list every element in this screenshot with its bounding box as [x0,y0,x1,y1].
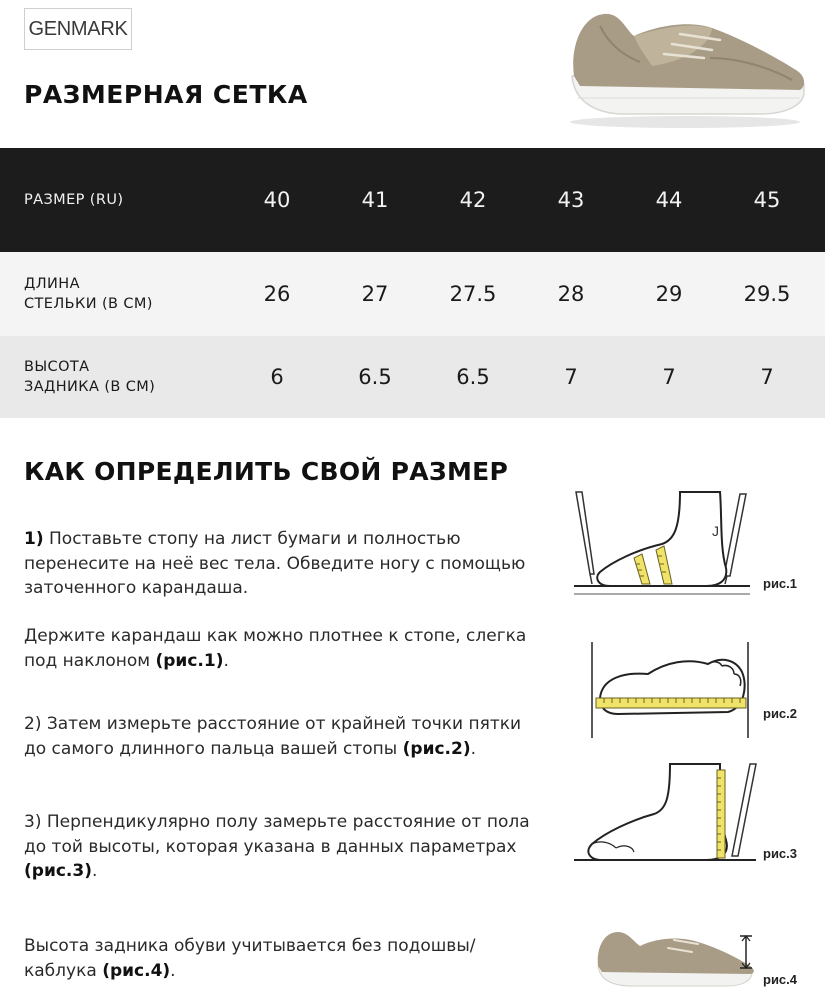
figure-ref: (рис.3) [24,861,92,881]
step-4-end: . [170,960,176,981]
figure-ref: (рис.1) [155,650,224,671]
row-label-insole: ДЛИНА СТЕЛЬКИ (В СМ) [24,276,153,312]
figure-1-label: рис.1 [763,576,798,591]
size-cell: 42 [459,188,487,212]
figure-ref: (рис.2) [402,738,471,759]
size-table [0,148,825,418]
size-cell: 40 [263,188,291,212]
step-2 [24,712,544,761]
step-1-note-end: . [223,650,229,671]
size-cell: 41 [361,188,389,212]
heel-cell: 7 [662,365,676,389]
figure-3-label: рис.3 [763,846,798,861]
step-3 [24,810,544,884]
figure-4-sneaker-heel [594,926,760,992]
figure-ref: (рис.4) [102,960,171,981]
row-label-size: РАЗМЕР (RU) [24,192,124,208]
step-2-end: . [470,738,477,759]
figure-2-label: рис.2 [763,706,798,721]
sneaker-image [560,6,810,130]
insole-cell: 29.5 [743,282,791,306]
heel-cell: 6 [270,365,284,389]
insole-cell: 26 [263,282,291,306]
figure-1-foot-tracing [570,488,752,600]
insole-cell: 27 [361,282,389,306]
heel-cell: 6.5 [358,365,392,389]
svg-text:J: J [712,523,719,539]
step-1-number: 1) [24,529,44,549]
step-4-text: Высота задника обуви учитывается без подошвы/ каблука [24,936,476,981]
heel-cell: 7 [760,365,774,389]
step-1-note [24,624,544,673]
step-2-text: 2) Затем измерьте расстояние от крайней точки пятки до самого длинного пальца вашей стопы [24,714,522,759]
figure-2-foot-length [588,638,754,742]
row-label-heel: ВЫСОТА ЗАДНИКА (В СМ) [24,359,156,395]
table-row-heel-height [0,336,825,418]
howto-title: КАК ОПРЕДЕЛИТЬ СВОЙ РАЗМЕР [24,457,509,486]
brand-logo: GENMARK [24,8,132,50]
heel-cell: 6.5 [456,365,490,389]
insole-cell: 29 [655,282,683,306]
table-row-insole-length [0,252,825,336]
step-4 [24,934,544,983]
table-header-row [0,148,825,252]
size-cell: 44 [655,188,683,212]
heel-cell: 7 [564,365,578,389]
figure-3-heel-height [570,760,760,868]
step-1-text: Поставьте стопу на лист бумаги и полностью перенесите на неё вес тела. Обведите ногу с помощью заточенного карандаша. [24,529,526,598]
step-1-note-text: Держите карандаш как можно плотнее к стопе, слегка под наклоном [24,626,527,671]
size-cell: 45 [753,188,781,212]
size-cell: 43 [557,188,585,212]
step-3-text: 3) Перпендикулярно полу замерьте расстояние от пола до той высоты, которая указана в данных параметрах [24,812,530,857]
insole-cell: 27.5 [449,282,497,306]
step-3-end: . [91,861,98,881]
size-chart-title: РАЗМЕРНАЯ СЕТКА [24,80,308,109]
insole-cell: 28 [557,282,585,306]
figure-4-label: рис.4 [763,972,798,987]
step-1 [24,527,544,601]
